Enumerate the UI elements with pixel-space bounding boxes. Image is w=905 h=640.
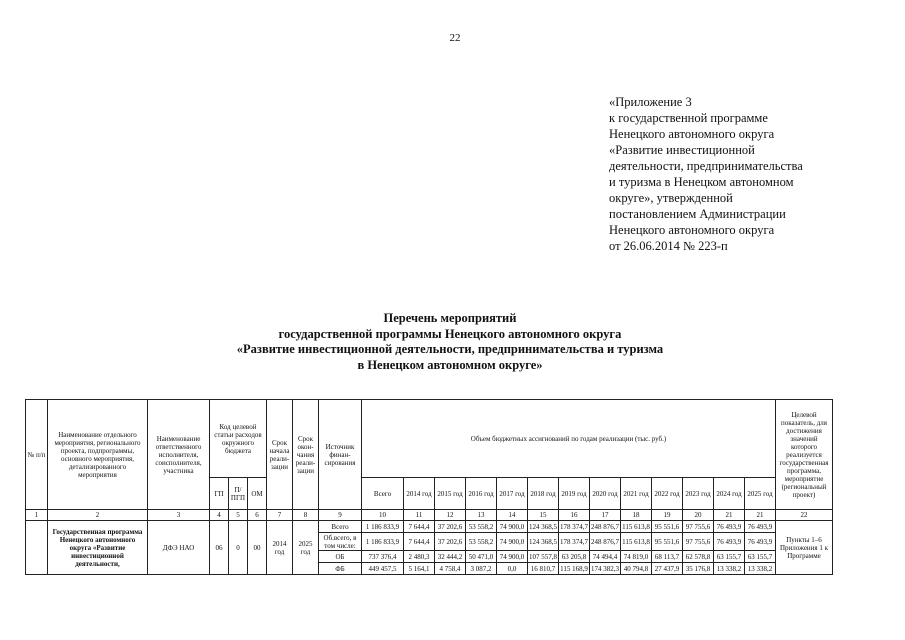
value-cell: 107 557,8 bbox=[529, 552, 557, 561]
value-cell: 7 644,4 bbox=[404, 533, 435, 551]
col-number: 22 bbox=[776, 510, 833, 521]
header-year: 2021 год bbox=[621, 478, 652, 510]
col-number: 17 bbox=[590, 510, 621, 521]
value-cell: 248 876,7 bbox=[590, 533, 621, 551]
appendix-line: деятельности, предпринимательства bbox=[609, 159, 803, 173]
title-line: «Развитие инвестиционной деятельности, предпринимательства и туризма bbox=[236, 342, 664, 356]
col-number: 8 bbox=[293, 510, 319, 521]
value-cell: 124 368,5 bbox=[529, 522, 557, 531]
source-cell: ОБ bbox=[319, 551, 362, 563]
program-indicator: Пункты 1–6 Приложения 1 к Программе bbox=[776, 521, 833, 575]
value-cell: 95 551,6 bbox=[652, 533, 683, 551]
header-year: 2022 год bbox=[652, 478, 683, 510]
table-row bbox=[26, 521, 833, 533]
value-cell: 76 493,9 bbox=[714, 533, 745, 551]
value-cell: 50 471,0 bbox=[466, 551, 497, 563]
appendix-line: «Приложение 3 bbox=[609, 95, 692, 109]
value-cell: 76 493,9 bbox=[745, 533, 776, 551]
value-cell: 16 810,7 bbox=[528, 563, 559, 575]
value-cell: 74 900,0 bbox=[497, 521, 528, 533]
header-year: 2020 год bbox=[590, 478, 621, 510]
value-cell: 63 155,7 bbox=[714, 551, 745, 563]
source-cell: Всего bbox=[319, 521, 362, 533]
value-cell: 97 755,6 bbox=[683, 521, 714, 533]
appendix-line: от 26.06.2014 № 223-п bbox=[609, 239, 728, 253]
header-year: 2014 год bbox=[404, 478, 435, 510]
value-cell: 95 551,6 bbox=[652, 521, 683, 533]
header-year: 2024 год bbox=[714, 478, 745, 510]
value-cell: 124 368,5 bbox=[528, 533, 559, 551]
header-year: 2018 год bbox=[528, 478, 559, 510]
col-number: 21 bbox=[714, 510, 745, 521]
col-number: 20 bbox=[683, 510, 714, 521]
value-cell: 27 437,9 bbox=[652, 563, 683, 575]
value-cell: 178 374,7 bbox=[559, 533, 590, 551]
program-pgp: 0 bbox=[229, 521, 248, 575]
value-cell: 37 202,6 bbox=[435, 533, 466, 551]
value-cell: 737 376,4 bbox=[362, 551, 404, 563]
col-number: 2 bbox=[48, 510, 148, 521]
program-exec: ДФЭ НАО bbox=[148, 521, 210, 575]
value-cell: 174 382,3 bbox=[591, 564, 619, 573]
col-number: 21 bbox=[745, 510, 776, 521]
value-cell: 97 755,6 bbox=[683, 533, 714, 551]
value-cell: 53 558,2 bbox=[466, 533, 497, 551]
value-cell: 76 493,9 bbox=[745, 521, 776, 533]
value-cell: 68 113,7 bbox=[652, 551, 683, 563]
title-line: государственной программы Ненецкого автономного округа bbox=[278, 326, 622, 341]
value-cell: 115 613,8 bbox=[621, 533, 652, 551]
col-number: 13 bbox=[466, 510, 497, 521]
value-cell: 76 493,9 bbox=[714, 521, 745, 533]
page-number: 22 bbox=[449, 32, 461, 44]
header-end: Срок окон-чания реали-зации bbox=[293, 400, 319, 510]
value-cell: 248 876,7 bbox=[591, 522, 619, 531]
col-number: 4 bbox=[210, 510, 229, 521]
header-volume: Объем бюджетных ассигнований по годам реализации (тыс. руб.) bbox=[362, 400, 776, 478]
appendix-line: к государственной программе bbox=[609, 111, 768, 125]
col-number: 14 bbox=[497, 510, 528, 521]
value-cell: 63 155,7 bbox=[745, 551, 776, 563]
value-cell: 3 087,2 bbox=[466, 563, 497, 575]
header-year: 2016 год bbox=[466, 478, 497, 510]
header-om: ОМ bbox=[248, 478, 267, 510]
value-cell: 1 186 833,9 bbox=[362, 521, 404, 533]
document-title bbox=[150, 311, 750, 373]
header-start: Срок начала реали-зации bbox=[267, 400, 293, 510]
header-year: 2017 год bbox=[497, 478, 528, 510]
measures-table bbox=[25, 399, 833, 575]
header-year: 2015 год bbox=[435, 478, 466, 510]
title-line: в Ненецком автономном округе» bbox=[357, 357, 543, 372]
appendix-note bbox=[609, 94, 869, 254]
appendix-line: Ненецкого автономного округа bbox=[609, 127, 775, 141]
value-cell: 32 444,2 bbox=[435, 551, 466, 563]
value-cell: 1 186 833,9 bbox=[362, 533, 404, 551]
value-cell: 74 819,0 bbox=[621, 551, 652, 563]
value-cell: 7 644,4 bbox=[404, 521, 435, 533]
value-cell: 115 613,8 bbox=[622, 522, 650, 531]
value-cell: 35 176,8 bbox=[683, 563, 714, 575]
col-number: 16 bbox=[559, 510, 590, 521]
col-number: 10 bbox=[362, 510, 404, 521]
value-cell: 74 494,4 bbox=[590, 551, 621, 563]
appendix-line: и туризма в Ненецком автономном bbox=[609, 175, 794, 189]
value-cell: 449 457,5 bbox=[362, 563, 404, 575]
value-cell: 37 202,6 bbox=[435, 521, 466, 533]
program-name: Государственная программа Ненецкого автономного округа «Развитие инвестиционной деятельности, bbox=[48, 521, 148, 575]
value-cell: 53 558,2 bbox=[466, 521, 497, 533]
appendix-line: «Развитие инвестиционной bbox=[609, 143, 755, 157]
row-number bbox=[26, 521, 48, 575]
header-source: Источник финан-сирования bbox=[319, 400, 362, 510]
col-number: 6 bbox=[248, 510, 267, 521]
value-cell: 178 374,7 bbox=[560, 522, 588, 531]
value-cell: 74 900,0 bbox=[497, 533, 528, 551]
appendix-line: Ненецкого автономного округа bbox=[609, 223, 775, 237]
col-number: 12 bbox=[435, 510, 466, 521]
program-end: 2025 год bbox=[293, 521, 319, 575]
source-cell: ФБ bbox=[319, 563, 362, 575]
program-start: 2014 год bbox=[267, 521, 293, 575]
col-number: 18 bbox=[621, 510, 652, 521]
value-cell: 2 480,3 bbox=[404, 551, 435, 563]
col-number: 1 bbox=[26, 510, 48, 521]
value-cell: 0,0 bbox=[497, 563, 528, 575]
header-num: № п/п bbox=[26, 400, 48, 510]
header-year: 2025 год bbox=[745, 478, 776, 510]
col-number: 5 bbox=[229, 510, 248, 521]
value-cell: 40 794,8 bbox=[621, 563, 652, 575]
value-cell: 13 338,2 bbox=[714, 563, 745, 575]
program-om: 00 bbox=[248, 521, 267, 575]
header-year: 2019 год bbox=[559, 478, 590, 510]
header-exec: Наименование ответственного исполнителя, соисполнителя, участника bbox=[148, 400, 210, 510]
value-cell: 13 338,2 bbox=[745, 563, 776, 575]
col-number: 7 bbox=[267, 510, 293, 521]
appendix-line: постановлением Администрации bbox=[609, 207, 786, 221]
header-year: 2023 год bbox=[683, 478, 714, 510]
header-pgp: П/ ПГП bbox=[229, 478, 248, 510]
col-number: 15 bbox=[528, 510, 559, 521]
col-number: 19 bbox=[652, 510, 683, 521]
program-gp: 06 bbox=[210, 521, 229, 575]
header-name: Наименование отдельного мероприятия, регионального проекта, подпрограммы, основного мероприятия, детализированного мероприятия bbox=[48, 400, 148, 510]
header-code: Код целевой статьи расходов окружного бюджета bbox=[210, 400, 267, 478]
value-cell: 63 205,8 bbox=[559, 551, 590, 563]
header-total: Всего bbox=[362, 478, 404, 510]
col-number: 3 bbox=[148, 510, 210, 521]
col-number: 9 bbox=[319, 510, 362, 521]
value-cell: 5 164,1 bbox=[404, 563, 435, 575]
col-number: 11 bbox=[404, 510, 435, 521]
value-cell: 62 578,8 bbox=[683, 551, 714, 563]
value-cell: 115 168,9 bbox=[560, 564, 588, 573]
title-line: Перечень мероприятий bbox=[383, 311, 517, 325]
header-gp: ГП bbox=[210, 478, 229, 510]
value-cell: 4 758,4 bbox=[435, 563, 466, 575]
header-indicator: Целевой показатель, для достижения значений которого реализуется государственная программа, мероприятие (региональный проект) bbox=[776, 400, 833, 510]
value-cell: 74 900,0 bbox=[497, 551, 528, 563]
appendix-line: округе», утвержденной bbox=[609, 191, 733, 205]
source-cell: Об.всего, в том числе: bbox=[319, 533, 362, 551]
